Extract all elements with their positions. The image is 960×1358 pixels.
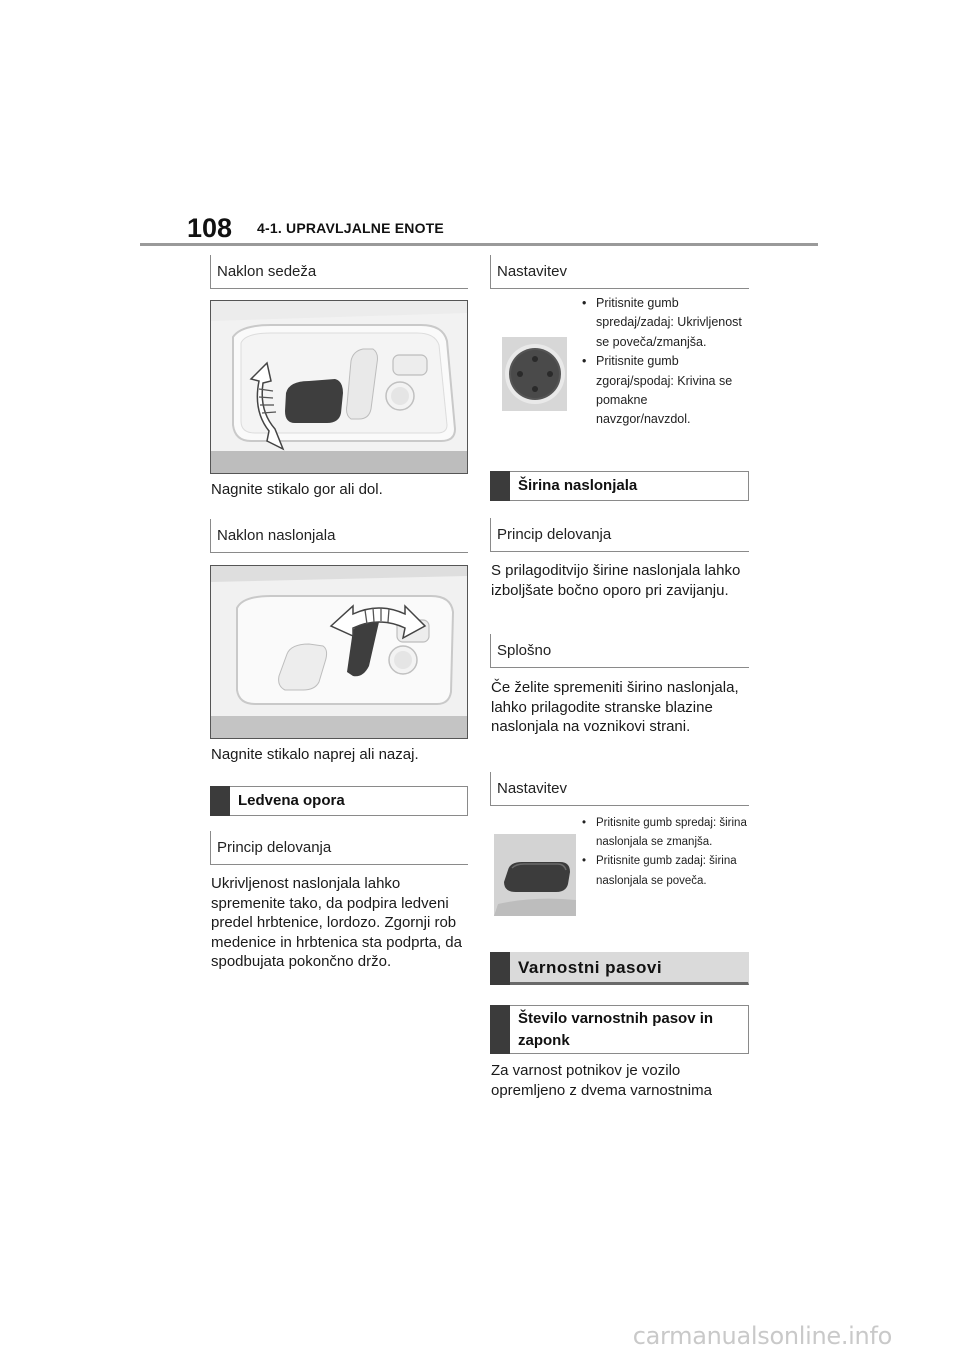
seat-tilt-heading xyxy=(210,255,468,289)
general-heading xyxy=(490,634,749,668)
page-number: 108 xyxy=(187,213,233,243)
backrest-tilt-figure xyxy=(210,565,468,739)
backrest-width-heading xyxy=(490,471,749,501)
lumbar-support-heading-text: Ledvena opora xyxy=(238,792,345,809)
width-bullet-list xyxy=(582,814,750,891)
width-bullet-item: • Pritisnite gumb spredaj: širina naslonjala se zmanjša. xyxy=(582,814,750,852)
lumbar-principle-text: Ukrivljenost naslonjala lahko spremenite tako, da podpira ledveni predel hrbtenice, lordozo. Zgornji rob medenice in hrbtenica sta podprta, da spodbujata pokončno držo. xyxy=(211,875,462,971)
general-heading-text: Splošno xyxy=(497,642,552,659)
heading-marker xyxy=(490,1005,510,1054)
watermark: carmanualsonline.info xyxy=(632,1322,892,1350)
seatbelt-count-heading-text: Število varnostnih pasov in zaponk xyxy=(518,1009,714,1049)
seatbelt-text: Za varnost potnikov je vozilo opremljeno z dvema varnostnima xyxy=(491,1062,712,1099)
backrest-tilt-illustration xyxy=(211,566,467,738)
lumbar-bullet-item: • Pritisnite gumb spredaj/zadaj: Ukrivljenost se poveča/zmanjša. xyxy=(582,294,744,352)
width-adjust-heading xyxy=(490,772,749,806)
width-principle-heading-text: Princip delovanja xyxy=(497,526,612,543)
lumbar-support-heading xyxy=(210,786,468,816)
lumbar-button-illustration xyxy=(502,337,567,411)
heading-marker xyxy=(490,952,510,985)
backrest-tilt-heading-text: Naklon naslonjala xyxy=(217,527,336,544)
width-bullet-item: • Pritisnite gumb zadaj: širina naslonjala se poveča. xyxy=(582,852,750,890)
lumbar-adjust-heading xyxy=(490,255,749,289)
seatbelt-count-heading xyxy=(490,1005,749,1054)
lumbar-bullet-list xyxy=(582,294,744,430)
width-adjust-heading-text: Nastavitev xyxy=(497,780,568,797)
general-text: Če želite spremeniti širino naslonjala, lahko prilagodite stranske blazine naslonjala na voznikovi strani. xyxy=(491,679,739,736)
width-button-illustration xyxy=(494,834,576,916)
seat-tilt-text: Nagnite stikalo gor ali dol. xyxy=(211,481,383,498)
seatbelts-heading-text: Varnostni pasovi xyxy=(518,957,663,977)
backrest-width-heading-text: Širina naslonjala xyxy=(518,477,638,494)
seat-tilt-heading-text: Naklon sedeža xyxy=(217,263,317,280)
backrest-tilt-heading xyxy=(210,519,468,553)
backrest-tilt-text: Nagnite stikalo naprej ali nazaj. xyxy=(211,746,419,763)
lumbar-adjust-heading-text: Nastavitev xyxy=(497,263,568,280)
lumbar-principle-heading-text: Princip delovanja xyxy=(217,839,332,856)
heading-marker xyxy=(490,471,510,501)
width-principle-heading xyxy=(490,518,749,552)
width-principle-text: S prilagoditvijo širine naslonjala lahko izboljšate bočno oporo pri zavijanju. xyxy=(491,562,741,599)
heading-marker xyxy=(210,786,230,816)
lumbar-bullet-item: • Pritisnite gumb zgoraj/spodaj: Krivina se pomakne navzgor/navzdol. xyxy=(582,352,744,430)
chapter-title: 4-1. UPRAVLJALNE ENOTE xyxy=(257,220,444,236)
lumbar-button-figure xyxy=(502,337,567,411)
seat-tilt-illustration xyxy=(211,301,467,473)
lumbar-principle-heading xyxy=(210,831,468,865)
seatbelts-heading xyxy=(490,952,749,985)
header-rule xyxy=(140,243,818,246)
width-button-figure xyxy=(494,834,576,916)
seat-tilt-figure xyxy=(210,300,468,474)
